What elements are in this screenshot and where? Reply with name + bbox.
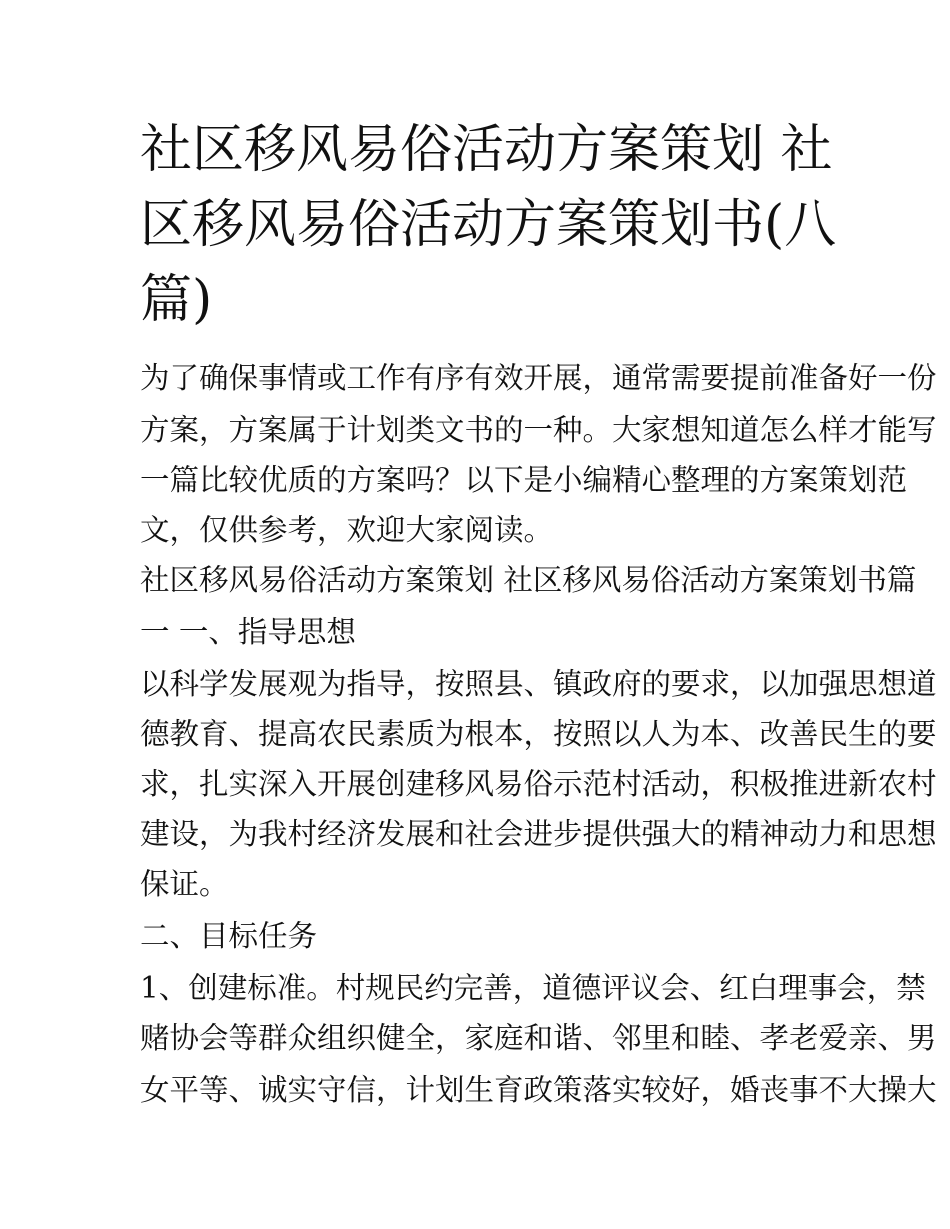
section-heading-line: 二、目标任务	[140, 919, 318, 953]
paragraph-line: 女平等、诚实守信，计划生育政策落实较好，婚丧事不大操大	[140, 1073, 937, 1107]
paragraph-line: 以科学发展观为指导，按照县、镇政府的要求，以加强思想道	[140, 667, 937, 701]
paragraph-line: 赌协会等群众组织健全，家庭和谐、邻里和睦、孝老爱亲、男	[140, 1021, 937, 1055]
paragraph-line: 建设，为我村经济发展和社会进步提供强大的精神动力和思想	[140, 817, 937, 851]
section-heading-line: 一 一、指导思想	[140, 615, 356, 649]
section-heading-line: 社区移风易俗活动方案策划 社区移风易俗活动方案策划书篇	[140, 563, 917, 597]
paragraph-line: 德教育、提高农民素质为根本，按照以人为本、改善民生的要	[140, 717, 937, 751]
title-line: 社区移风易俗活动方案策划 社	[140, 120, 833, 180]
title-line: 篇)	[140, 270, 213, 330]
paragraph-line: 求，扎实深入开展创建移风易俗示范村活动，积极推进新农村	[140, 767, 937, 801]
title-line: 区移风易俗活动方案策划书(八	[140, 195, 837, 255]
paragraph-line: 方案，方案属于计划类文书的一种。大家想知道怎么样才能写	[140, 413, 937, 447]
paragraph-line: 文，仅供参考，欢迎大家阅读。	[140, 513, 554, 547]
paragraph-line: 一篇比较优质的方案吗？以下是小编精心整理的方案策划范	[140, 463, 908, 497]
paragraph-line: 保证。	[140, 867, 229, 901]
paragraph-line: 1、创建标准。村规民约完善，道德评议会、红白理事会，禁	[140, 971, 926, 1005]
paragraph-line: 为了确保事情或工作有序有效开展，通常需要提前准备好一份	[140, 361, 937, 395]
